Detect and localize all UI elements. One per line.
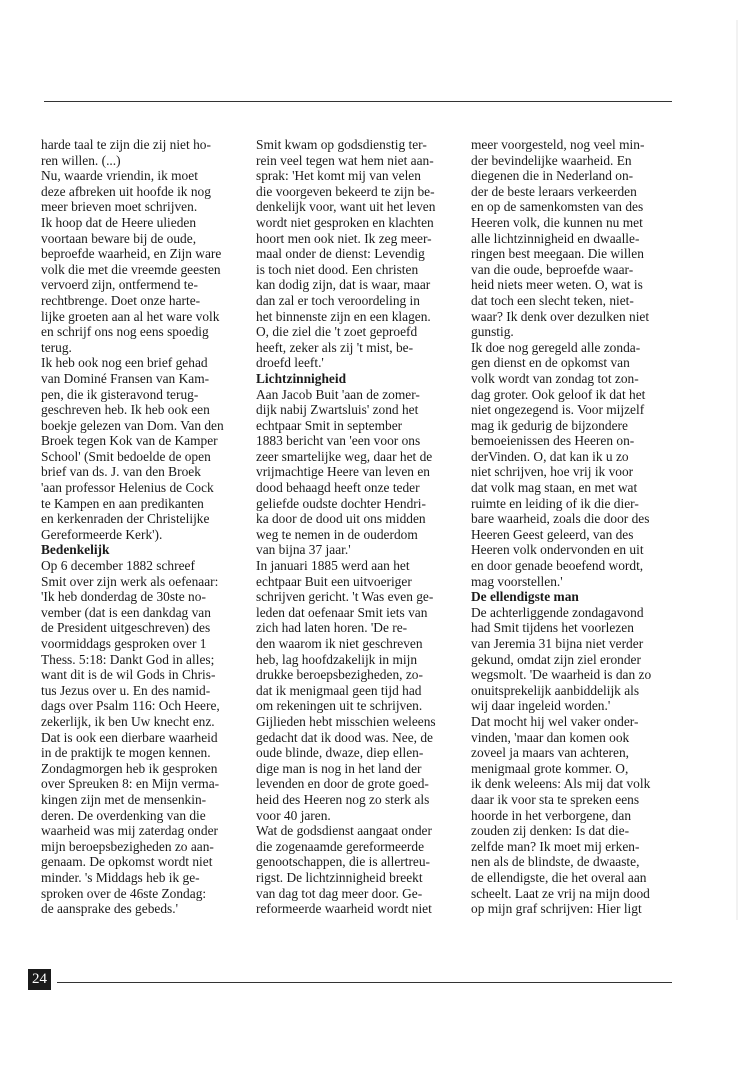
paragraph: Aan Jacob Buit 'aan de zomer- dijk nabij Zwartsluis' zond het echtpaar Smit in september 1883 bericht van 'een voor ons zeer smartelijke weg, daar het de vrijmachtige Heere van leven en dood behaagd heeft onze teder geliefde oudste dochter Hendri- ka door de dood uit ons midden weg te nemen in de ouderdom van bijna 37 jaar.' — [256, 386, 433, 558]
section-heading: Bedenkelijk — [41, 542, 110, 558]
page-number: 24 — [28, 969, 51, 990]
paragraph: meer voorgesteld, nog veel min- der bevindelijke waarheid. En diegenen die in Nederland on- der de beste leraars verkeerden en op de samenkomsten van des Heeren volk, die kunnen nu met alle lichtzinnigheid en dwaalle- ringen best meegaan. Die willen van die oude, beproefde waar- heid niets meer weten. O, wat is dat toch een slecht teken, niet- waar? Ik denk over dezulken niet gunstig. — [471, 137, 650, 340]
column-1 — [41, 137, 243, 917]
paragraph: Nu, waarde vriendin, ik moet deze afbreken uit hoofde ik nog meer brieven moet schrijven. Ik hoop dat de Heere ulieden voortaan beware bij de oude, beproefde waarheid, en Zijn ware volk die met die vreemde geesten vervoerd zijn, ontfermend te- rechtbrenge. Doet onze harte- lijke groeten aan al het ware volk en schrijf ons nog eens spoedig terug. — [41, 168, 222, 355]
paragraph: Dat mocht hij wel vaker onder- vinden, 'maar dan komen ook zoveel ja maars van achteren, menigmaal grote kommer. O, ik denk weleens: Als mij dat volk daar ik voor sta te spreken eens hoorde in het verborgene, dan zouden zij denken: Is dat die- zelfde man? Ik moet mij erken- nen als de blindste, de dwaaste, de ellendigste, die het overal aan scheelt. Laat ze vrij na mijn dood op mijn graf schrijven: Hier ligt — [471, 713, 651, 917]
column-2 — [256, 137, 458, 917]
paragraph: Wat de godsdienst aangaat onder die zogenaamde gereformeerde genootschappen, die is allertreu- rigst. De lichtzinnigheid breekt van dag tot dag meer door. Ge- reformeerde waarheid wordt niet — [256, 823, 432, 917]
paragraph: In januari 1885 werd aan het echtpaar Buit een uitvoeriger schrijven gericht. 't Was even ge- leden dat oefenaar Smit iets van zich had laten horen. 'De re- den waarom ik niet geschreven heb, lag hoofdzakelijk in mijn drukke beroepsbezigheden, zo- dat ik menigmaal geen tijd had om rekeningen uit te schrijven. Gijlieden hebt misschien weleens gedacht dat ik dood was. Nee, de oude blinde, dwaze, diep ellen- dige man is nog in het land der levenden en door de grote goed- heid des Heeren nog zo sterk als voor 40 jaren. — [256, 558, 436, 823]
bottom-rule — [57, 982, 672, 983]
paragraph: harde taal te zijn die zij niet ho- ren willen. (...) — [41, 137, 211, 168]
paragraph: Ik doe nog geregeld alle zonda- gen dienst en de opkomst van volk wordt van zondag tot zon- dag groter. Ook geloof ik dat het niet ongezegend is. Voor mijzelf mag ik gedurig de bijzondere bemoeienissen des Heeren on- derVinden. O, dat kan ik u zo niet schrijven, hoe vrij ik voor dat volk mag staan, en met wat ruimte en leiding of ik die dier- bare waarheid, zoals die door des Heeren Geest geleerd, van des Heeren volk ondervonden en uit en door genade beoefend wordt, mag voorstellen.' — [471, 339, 650, 589]
section-heading: Lichtzinnigheid — [256, 370, 347, 386]
paragraph: Smit kwam op godsdienstig ter- rein veel tegen wat hem niet aan- sprak: 'Het komt mij van velen die voorgeven bekeerd te zijn be- denkelijk voor, want uit het leven wordt niet gesproken en klachten hoort men ook niet. Ik zeg meer- maal onder de dienst: Levendig is toch niet dood. Een christen kan dodig zijn, dat is waar, maar dan zal er toch veroordeling in het binnenste zijn en een klagen. O, die ziel die 't zoet geproefd heeft, zeker als zij 't mist, be- droefd leeft.' — [256, 137, 436, 371]
top-rule — [44, 101, 672, 102]
paragraph: Ik heb ook nog een brief gehad van Dominé Fransen van Kam- pen, die ik gisteravond terug- geschreven heb. Ik heb ook een boekje gelezen van Dom. Van den Broek tegen Kok van de Kamper School' (Smit bedoelde de open brief van ds. J. van den Broek 'aan professor Helenius de Cock te Kampen en aan predikanten en kerkenraden der Christelijke Gereformeerde Kerk'). — [41, 355, 224, 542]
paragraph: De achterliggende zondagavond had Smit tijdens het voorlezen van Jeremia 31 bijna niet verder gekund, omdat zijn ziel eronder wegsmolt. 'De waarheid is dan zo onuitsprekelijk aanbiddelijk als wij daar ingeleid worden.' — [471, 604, 652, 714]
section-heading: De ellendigste man — [471, 589, 579, 605]
column-3 — [471, 137, 673, 917]
paragraph: Op 6 december 1882 schreef Smit over zijn werk als oefenaar: 'Ik heb donderdag de 30ste no- vember (dat is een dankdag van de President uitgeschreven) des voormiddags gesproken over 1 Thess. 5:18: Dankt God in alles; want dit is de wil Gods in Chris- tus Jezus over u. En des namid- dags over Psalm 116: Och Heere, zekerlijk, ik ben Uw knecht enz. Dat is ook een dierbare waarheid in de praktijk te mogen kennen. Zondagmorgen heb ik gesproken over Spreuken 8: en Mijn verma- kingen zijn met de mensenkin- deren. De overdenking van die waarheid was mij zaterdag onder mijn beroepsbezigheden zo aan- genaam. De opkomst wordt niet minder. 's Middags heb ik ge- sproken over de 46ste Zondag: de aansprake des gebeds.' — [41, 558, 220, 917]
